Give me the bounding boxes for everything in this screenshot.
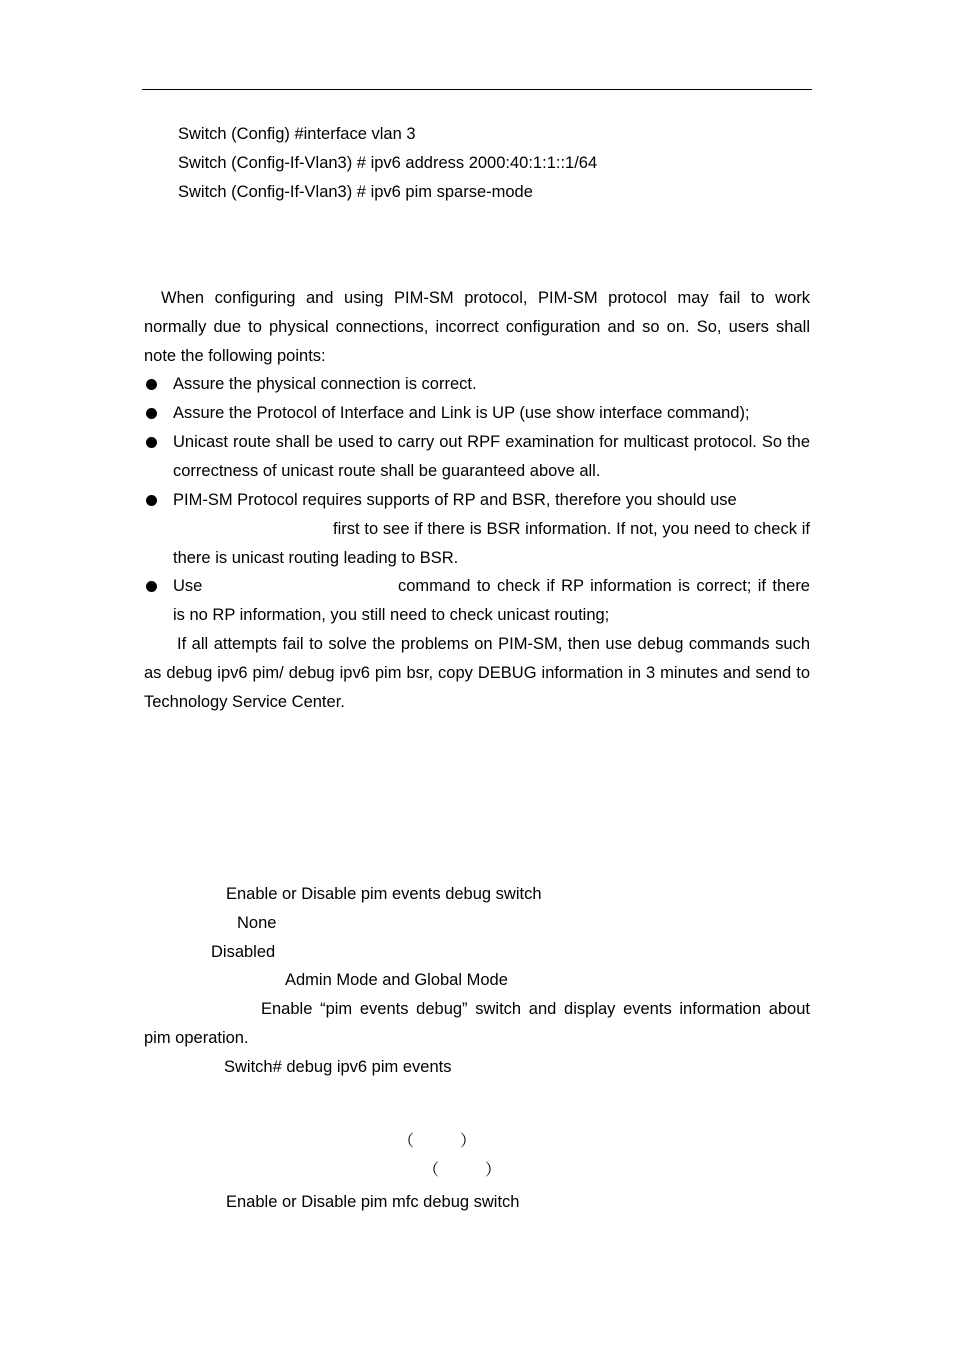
bullet-text: PIM-SM Protocol requires supports of RP and BSR, therefore you should use (173, 491, 737, 509)
paren-left: （ (398, 1133, 415, 1150)
bullet-text: Assure the physical connection is correct. (173, 375, 477, 393)
code-line-1: Switch (Config) #interface vlan 3 (178, 125, 416, 143)
bullet-text: Unicast route shall be used to carry out RPF examination for multicast protocol. So the correctness of unicast route shall be guaranteed above all. (173, 433, 810, 480)
cmd1-usage-guide: Enable “pim events debug” switch and display events information about pim operation. (144, 1000, 810, 1047)
bullet-text: Assure the Protocol of Interface and Link is UP (use show interface command); (173, 404, 750, 422)
bullet-dot (146, 379, 157, 390)
paren-left: （ (423, 1162, 440, 1179)
cmd1-mode: Admin Mode and Global Mode (285, 971, 508, 989)
intro-paragraph: When configuring and using PIM-SM protocol, PIM-SM protocol may fail to work normally due to physical connections, incorrect configuration and so on. So, users shall note the following points: (144, 289, 810, 365)
bullet-dot (146, 408, 157, 419)
header-rule (142, 89, 812, 90)
cmd2-function: Enable or Disable pim mfc debug switch (226, 1193, 520, 1211)
bullet-dot (146, 495, 157, 506)
cmd1-parameter: None (237, 914, 277, 932)
paren-right: ） (485, 1162, 502, 1179)
bullet-dot (146, 581, 157, 592)
bullet-text-continued: command to check if RP information is correct; if there is no RP information, you still need to check unicast routing; (173, 577, 810, 624)
closing-paragraph: If all attempts fail to solve the problems on PIM-SM, then use debug commands such as debug ipv6 pim/ debug ipv6 pim bsr, copy DEBUG information in 3 minutes and send to Technology Service Center. (144, 635, 810, 711)
cmd1-function: Enable or Disable pim events debug switch (226, 885, 542, 903)
bullet-dot (146, 437, 157, 448)
code-line-2: Switch (Config-If-Vlan3) # ipv6 address 2000:40:1:1::1/64 (178, 154, 598, 172)
paren-right: ） (460, 1133, 477, 1150)
code-line-3: Switch (Config-If-Vlan3) # ipv6 pim sparse-mode (178, 183, 533, 201)
bullet-text-continued: first to see if there is BSR information. If not, you need to check if there is unicast routing leading to BSR. (173, 519, 810, 567)
bullet-text: Use (173, 577, 203, 595)
cmd1-example: Switch# debug ipv6 pim events (224, 1058, 452, 1076)
cmd1-default: Disabled (211, 943, 276, 961)
